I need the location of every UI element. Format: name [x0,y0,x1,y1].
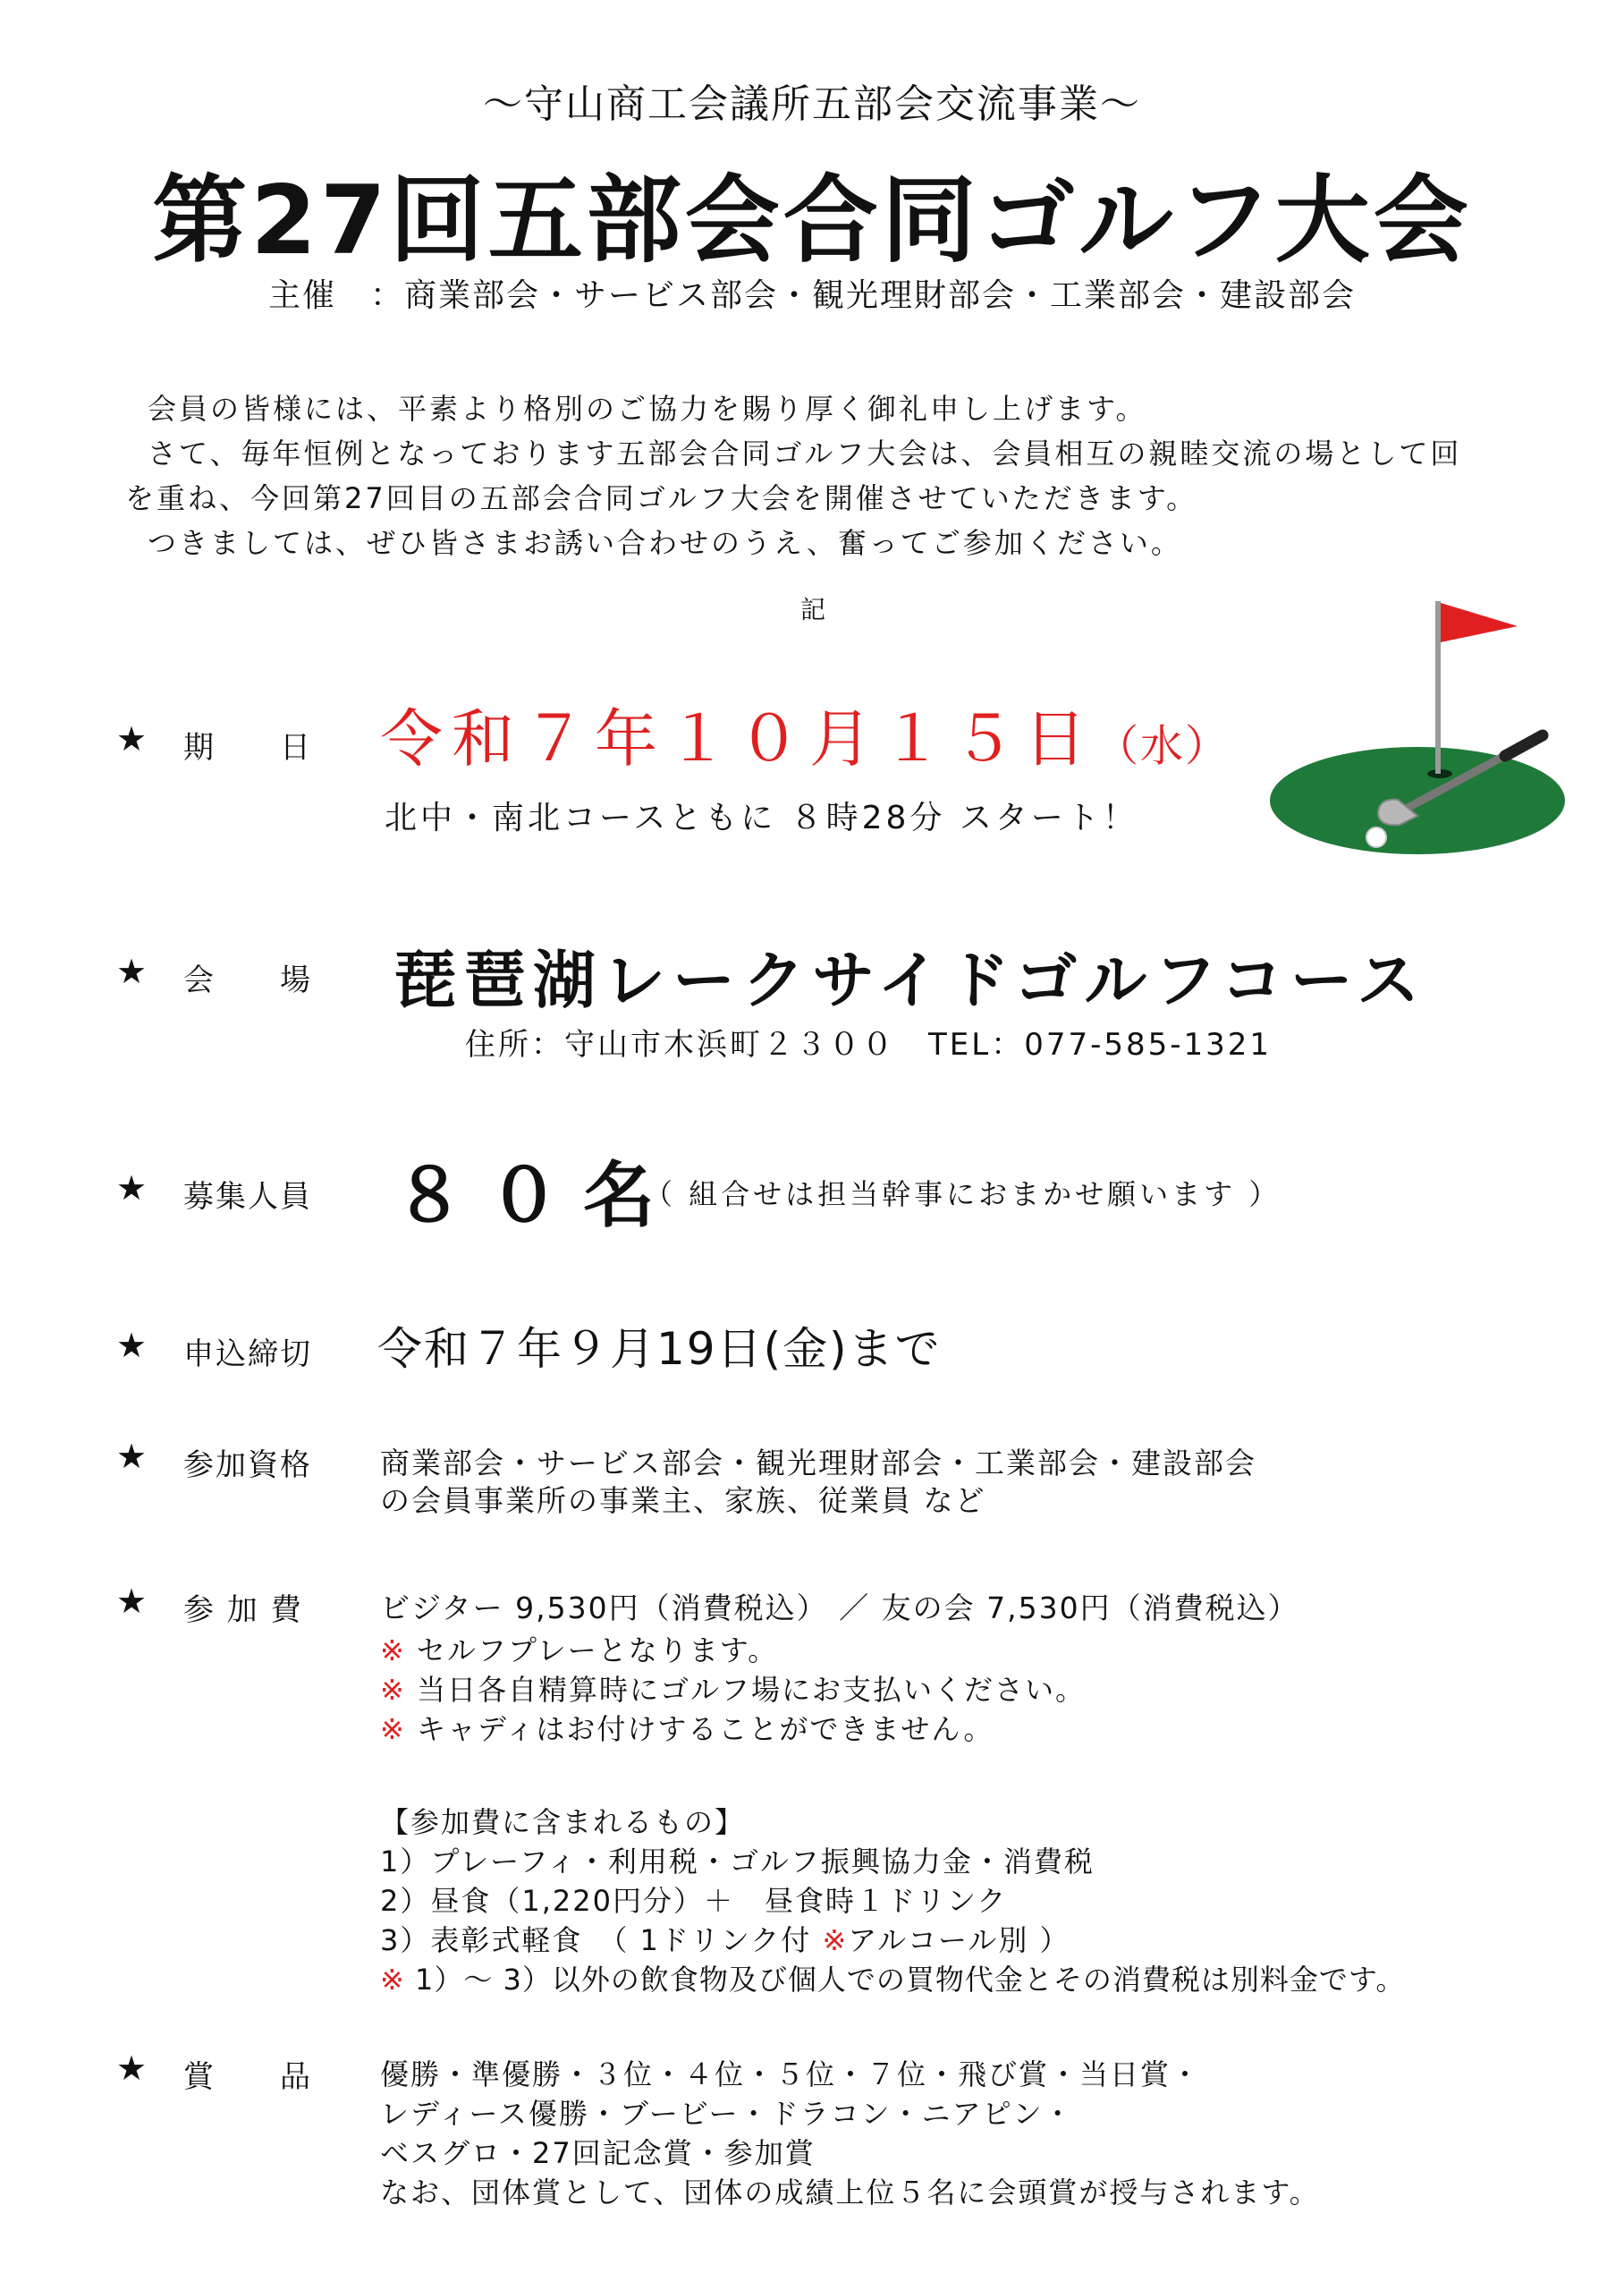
fee-price: ビジター 9,530円（消費税込） ／ 友の会 7,530円（消費税込） [380,1590,1299,1625]
event-weekday: （水） [1095,721,1231,771]
ki-heading: 記 [800,595,826,624]
note-mark: ※ [380,1673,406,1707]
fee-include-1: 1）プレーフィ・利用税・ゴルフ振興協力金・消費税 [380,1845,1095,1879]
fee-include-3 [380,1918,1070,1959]
star-marker: ★ [116,952,148,991]
fee-label: 参 加 費 [183,1592,303,1628]
capacity-value: ８０名 [393,1154,678,1237]
eligibility-label: 参加資格 [183,1447,312,1483]
eligibility-line-2: の会員事業所の事業主、家族、従業員 など [380,1483,986,1518]
venue-name: 琵琶湖レークサイドゴルフコース [393,944,1427,1017]
note-mark: ※ [380,1633,406,1667]
star-marker: ★ [116,2048,148,2088]
golf-ball-icon [1366,827,1386,847]
intro-line-3: を重ね、今回第27回目の五部会合同ゴルフ大会を開催させていただきます。 [125,481,1198,515]
event-title: 第27回五部会合同ゴルフ大会 [152,165,1472,276]
capacity-note: （ 組合せは担当幹事におまかせ願います ） [644,1177,1281,1211]
venue-label: 会 場 [183,963,312,998]
prizes-label: 賞 品 [183,2059,312,2095]
organizer-line: 主催 ：商業部会・サービス部会・観光理財部会・工業部会・建設部会 [267,277,1356,314]
prizes-line-4: なお、団体賞として、団体の成績上位５名に会頭賞が授与されます。 [380,2176,1320,2209]
event-date-value: 令和７年１０月１５日 [380,702,1095,776]
venue-address: 住所：守山市木浜町２３００ TEL：077-585-1321 [465,1027,1273,1063]
deadline-value: 令和７年９月19日(金)まで [377,1323,942,1375]
star-marker: ★ [116,1437,148,1476]
golf-illustration [1265,590,1569,859]
prizes-line-3: ベスグロ・27回記念賞・参加賞 [380,2136,816,2170]
event-series-subtitle: ～守山商工会議所五部会交流事業～ [483,81,1141,127]
fee-include-3-text-end: アルコール別 ） [848,1923,1070,1957]
fee-note-text: 当日各自精算時にゴルフ場にお支払いください。 [416,1673,1086,1707]
red-flag-icon [1441,603,1518,642]
star-marker: ★ [116,1168,148,1208]
golf-club-grip [1505,735,1543,756]
star-marker: ★ [116,1326,148,1365]
deadline-label: 申込締切 [183,1336,312,1372]
intro-line-4: つきましては、ぜひ皆さまお誘い合わせのうえ、奮ってご参加ください。 [148,526,1182,560]
fee-note-text: セルフプレーとなります。 [416,1633,779,1667]
fee-note-1 [380,1628,778,1669]
star-marker: ★ [116,719,148,759]
fee-extra-note [380,1957,1405,1998]
fee-includes-heading: 【参加費に含まれるもの】 [380,1805,746,1839]
note-mark: ※ [380,1963,405,1997]
note-mark: ※ [822,1923,849,1957]
fee-extra-note-text: 1）～ 3）以外の飲食物及び個人での買物代金とその消費税は別料金です。 [414,1963,1406,1997]
prizes-line-1: 優勝・準優勝・３位・４位・５位・７位・飛び賞・当日賞・ [380,2057,1202,2091]
star-marker: ★ [116,1582,148,1621]
start-time-note: 北中・南北コースともに ８時28分 スタート！ [385,800,1138,836]
fee-note-text: キャディはお付けすることができません。 [416,1712,994,1746]
event-date [380,689,1230,779]
fee-include-2: 2）昼食（1,220円分）＋ 昼食時１ドリンク [380,1884,1008,1918]
capacity-label: 募集人員 [183,1179,312,1215]
eligibility-line-1: 商業部会・サービス部会・観光理財部会・工業部会・建設部会 [380,1446,1256,1480]
note-mark: ※ [380,1712,406,1746]
date-label: 期 日 [183,730,312,766]
fee-note-3 [380,1707,994,1748]
intro-line-2: さて、毎年恒例となっております五部会合同ゴルフ大会は、会員相互の親睦交流の場として回 [148,437,1462,471]
prizes-line-2: レディース優勝・ブービー・ドラコン・ニアピン・ [380,2097,1074,2131]
intro-line-1: 会員の皆様には、平素より格別のご協力を賜り厚く御礼申し上げます。 [148,392,1147,426]
fee-include-3-text: 3）表彰式軽食 （ 1ドリンク付 [380,1923,823,1957]
fee-note-2 [380,1667,1086,1709]
